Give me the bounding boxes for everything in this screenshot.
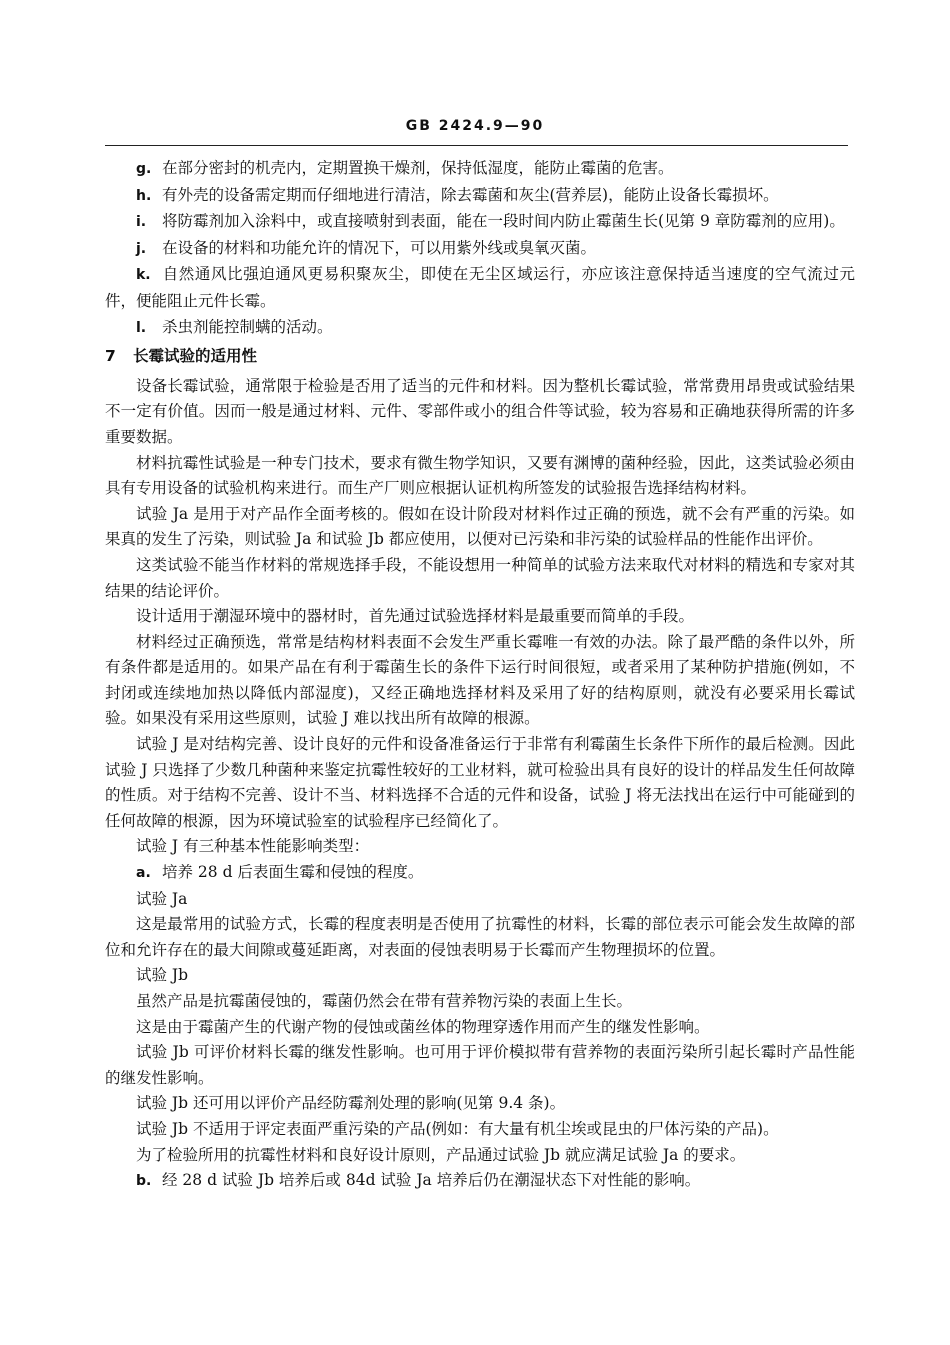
item-marker: j. — [136, 240, 147, 257]
list-item-g — [105, 156, 855, 183]
page-header: GB 2424.9—90 — [405, 118, 545, 134]
paragraph: 这类试验不能当作材料的常规选择手段，不能设想用一种简单的试验方法来取代对材料的精选和专家对其结果的结论评价。 — [105, 555, 855, 600]
section-title: 长霉试验的适用性 — [133, 347, 258, 366]
paragraph: 试验 Ja 是用于对产品作全面考核的。假如在设计阶段对材料作过正确的预选，就不会有严重的污染。如果真的发生了污染，则试验 Ja 和试验 Jb 都应使用，以便对已污染和非污染的试验样品的性能作出评价。 — [105, 504, 855, 549]
item-marker: k. — [136, 267, 151, 284]
paragraph: 这是最常用的试验方式，长霉的程度表明是否使用了抗霉性的材料，长霉的部位表示可能会发生故障的部位和允许存在的最大间隙或蔓延距离，对表面的侵蚀表明易于长霉而产生物理损坏的位置。 — [105, 915, 855, 959]
list-item-l — [105, 315, 855, 342]
paragraph: 材料经过正确预选，常常是结构材料表面不会发生严重长霉唯一有效的办法。除了最严酷的条件以外，所有条件都是适用的。如果产品在有利于霉菌生长的条件下运行时间很短，或者采用了某种防护措施(例如，不封闭或连续地加热以降低内部湿度)，又经正确地选择材料及采用了好的结构原则，就没有必要采用长霉试验。如果没有采用这些原则，试验 J 难以找出所有故障的根源。 — [105, 632, 855, 728]
paragraph: 材料抗霉性试验是一种专门技术，要求有微生物学知识，又要有渊博的菌种经验，因此，这类试验必须由具有专用设备的试验机构来进行。而生产厂则应根据认证机构所签发的试验报告选择结构材料。 — [105, 453, 855, 498]
item-text: 培养 28 d 后表面生霉和侵蚀的程度。 — [162, 863, 424, 882]
paragraph: 试验 Jb 还可用以评价产品经防霉剂处理的影响(见第 9.4 条)。 — [136, 1094, 566, 1113]
item-marker: i. — [136, 214, 147, 231]
header-rule — [105, 145, 848, 146]
item-marker: l. — [136, 319, 147, 336]
paragraph: 为了检验所用的抗霉性材料和良好设计原则，产品通过试验 Jb 就应满足试验 Ja 的要求。 — [136, 1145, 746, 1164]
list-item-h — [105, 183, 855, 210]
paragraph: 设备长霉试验，通常限于检验是否用了适当的元件和材料。因为整机长霉试验，常常费用昂贵或试验结果不一定有价值。因而一般是通过材料、元件、零部件或小的组合件等试验，较为容易和正确地获得所需的许多重要数据。 — [105, 376, 855, 446]
item-text: 杀虫剂能控制螨的活动。 — [162, 317, 333, 336]
paragraph: 试验 J 有三种基本性能影响类型： — [136, 837, 370, 856]
list-item-b — [105, 1168, 855, 1195]
list-item-a — [105, 860, 855, 887]
item-text: 在部分密封的机壳内，定期置换干燥剂，保持低湿度，能防止霉菌的危害。 — [162, 159, 674, 177]
paragraph: 试验 J 是对结构完善、设计良好的元件和设备准备运行于非常有利霉菌生长条件下所作的最后检测。因此试验 J 只选择了少数几种菌种来鉴定抗霉性较好的工业材料，就可检验出具有良好的设计的样品发生任何故障的性质。对于结构不完善、设计不当、材料选择不合适的元件和设备，试验 J 将无法找出在运行中可能碰到的任何故障的根源，因为环境试验室的试验程序已经简化了。 — [105, 735, 855, 830]
paragraph: 这是由于霉菌产生的代谢产物的侵蚀或菌丝体的物理穿透作用而产生的继发性影响。 — [136, 1017, 710, 1036]
paragraph: 试验 Jb 不适用于评定表面严重污染的产品(例如：有大量有机尘埃或昆虫的尸体污染的产品)。 — [136, 1119, 779, 1138]
paragraph: 试验 Jb 可评价材料长霉的继发性影响。也可用于评价模拟带有营养物的表面污染所引起长霉时产品性能的继发性影响。 — [105, 1043, 855, 1087]
list-item-j — [105, 236, 855, 263]
item-text: 在设备的材料和功能允许的情况下，可以用紫外线或臭氧灭菌。 — [162, 238, 597, 257]
list-item-i — [105, 209, 855, 236]
item-text: 自然通风比强迫通风更易积聚灰尘，即使在无尘区域运行，亦应该注意保持适当速度的空气流过元件，便能阻止元件长霉。 — [105, 265, 855, 310]
item-text: 经 28 d 试验 Jb 培养后或 84d 试验 Ja 培养后仍在潮湿状态下对性能的影响。 — [162, 1171, 701, 1190]
item-text: 将防霉剂加入涂料中，或直接喷射到表面，能在一段时间内防止霉菌生长(见第 9 章防霉剂的应用)。 — [162, 212, 845, 231]
section-number: 7 — [105, 347, 116, 366]
item-marker: b. — [136, 1173, 152, 1190]
page-body — [105, 156, 855, 1195]
test-jb-label: 试验 Jb — [136, 966, 189, 985]
item-marker: g. — [136, 161, 152, 177]
section-heading — [105, 344, 855, 370]
paragraph: 虽然产品是抗霉菌侵蚀的，霉菌仍然会在带有营养物污染的表面上生长。 — [136, 992, 633, 1010]
list-item-k — [105, 262, 855, 314]
item-marker: h. — [136, 187, 152, 204]
item-text: 有外壳的设备需定期而仔细地进行清洁，除去霉菌和灰尘(营养层)，能防止设备长霉损坏。 — [162, 185, 779, 204]
test-ja-label: 试验 Ja — [136, 889, 188, 908]
paragraph: 设计适用于潮湿环境中的器材时，首先通过试验选择材料是最重要而简单的手段。 — [136, 607, 695, 626]
item-marker: a. — [136, 865, 151, 882]
